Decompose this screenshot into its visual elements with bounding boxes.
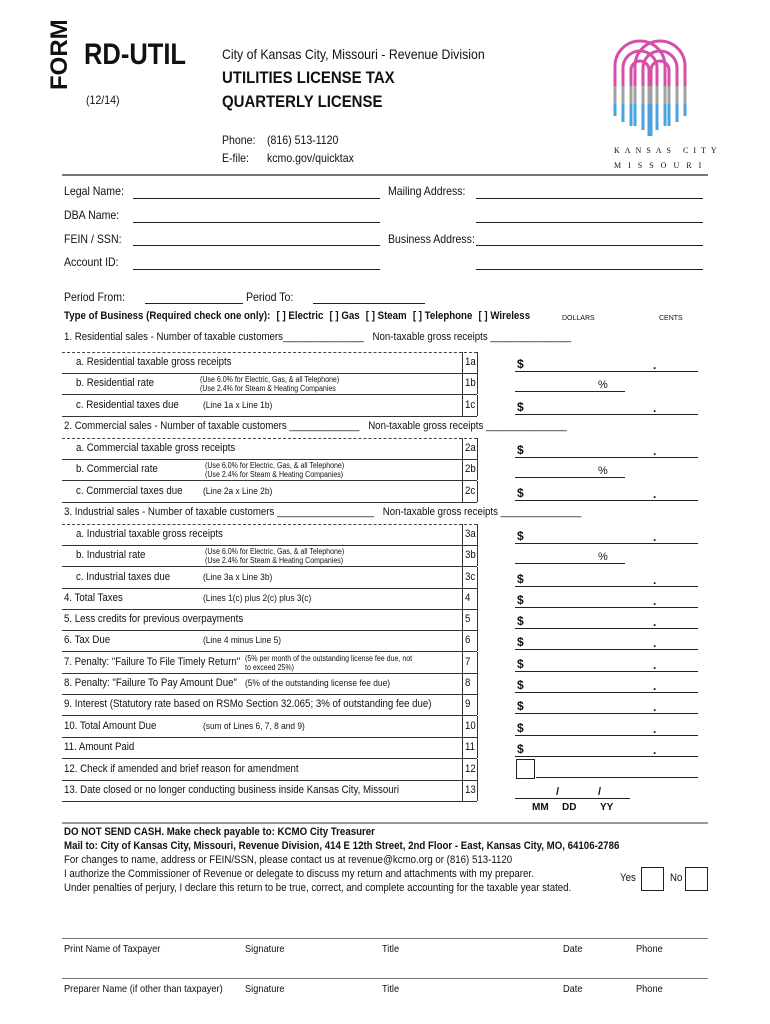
number-box-right — [477, 352, 478, 373]
dba-name-input[interactable] — [133, 222, 380, 223]
line-note: (Use 2.4% for Steam & Heating Companies) — [205, 470, 344, 479]
line-label: 10. Total Amount Due — [64, 720, 157, 732]
number-box-left — [462, 737, 463, 758]
date-dd-label: DD — [562, 802, 577, 813]
line-note: (Use 6.0% for Electric, Gas, & all Telephone) — [205, 547, 345, 556]
line-label: 11. Amount Paid — [64, 741, 135, 753]
line-note: (Line 2a x Line 2b) — [203, 486, 273, 497]
period-to-input[interactable] — [313, 303, 425, 304]
line-note: (Use 6.0% for Electric, Gas, & all Telephone) — [200, 375, 340, 384]
amount-input[interactable] — [515, 628, 698, 629]
rate-input[interactable] — [515, 391, 625, 392]
row-border — [62, 373, 477, 374]
footer-divider — [62, 822, 708, 824]
number-box-right — [477, 630, 478, 651]
line-number: 2b — [465, 463, 476, 475]
line-number: 1a — [465, 356, 476, 368]
number-box-right — [477, 716, 478, 737]
signature-label-title: Title — [382, 943, 400, 955]
yes-checkbox[interactable] — [641, 867, 664, 891]
number-box-right — [477, 694, 478, 715]
line-label: 9. Interest (Statutory rate based on RSMo Section 32.065; 3% of outstanding fee due) — [64, 698, 432, 710]
decimal-point: . — [653, 444, 657, 458]
number-box-left — [462, 652, 463, 673]
number-box-left — [462, 780, 463, 801]
legal-name-label: Legal Name: — [64, 184, 124, 198]
line-note: (Use 2.4% for Steam & Heating Companies — [200, 384, 336, 393]
dollar-sign: $ — [517, 593, 524, 607]
section-header-row — [64, 331, 571, 343]
signature-label-name: Preparer Name (if other than taxpayer) — [64, 983, 223, 995]
number-box-right — [477, 609, 478, 630]
number-box-left — [462, 694, 463, 715]
mailing-address-label: Mailing Address: — [388, 184, 466, 198]
line-note: (Line 4 minus Line 5) — [203, 635, 282, 646]
line-note: (5% per month of the outstanding license fee due, not — [245, 654, 413, 663]
number-box-left — [462, 588, 463, 609]
dba-name-label: DBA Name: — [64, 208, 120, 222]
row-border — [62, 780, 477, 781]
row-border — [62, 588, 477, 589]
number-box-left — [462, 609, 463, 630]
number-box-left — [462, 459, 463, 480]
line-label: 12. Check if amended and brief reason for amendment — [64, 763, 299, 775]
decimal-point: . — [653, 401, 657, 415]
line-note: (Use 6.0% for Electric, Gas, & all Telephone) — [205, 461, 345, 470]
legal-name-input[interactable] — [133, 198, 380, 199]
line-number: 11 — [465, 741, 476, 753]
business-type-telephone[interactable]: [ ] Telephone — [412, 310, 473, 322]
line-label: 7. Penalty: "Failure To File Timely Return" — [64, 656, 241, 668]
fein-ssn-label: FEIN / SSN: — [64, 232, 122, 246]
line-number: 8 — [465, 677, 471, 689]
business-type-row — [64, 310, 530, 322]
signature-label-signature: Signature — [245, 983, 285, 995]
signature-line[interactable] — [62, 938, 708, 939]
number-box-right — [477, 373, 478, 394]
decimal-point: . — [653, 722, 657, 736]
row-border — [62, 630, 477, 631]
signature-label-date: Date — [563, 983, 583, 995]
decimal-point: . — [653, 636, 657, 650]
decimal-point: . — [653, 615, 657, 629]
amount-input[interactable] — [515, 457, 698, 458]
amount-input[interactable] — [515, 414, 698, 415]
dollar-sign: $ — [517, 742, 524, 756]
number-box-right — [477, 673, 478, 694]
signature-label-title: Title — [382, 983, 400, 995]
line-number: 1b — [465, 377, 476, 389]
yes-label: Yes — [620, 872, 636, 884]
number-box-right — [477, 652, 478, 673]
decimal-point: . — [653, 743, 657, 757]
line-label: 5. Less credits for previous overpayments — [64, 613, 244, 625]
decimal-point: . — [653, 358, 657, 372]
line-number: 1c — [465, 399, 476, 411]
section-header: 3. Industrial sales - Number of taxable customers __________________ — [64, 506, 374, 518]
section-header-row — [64, 506, 581, 518]
signature-label-phone: Phone — [636, 983, 663, 995]
line-note: (5% of the outstanding license fee due) — [245, 678, 391, 689]
kansas-city-logo — [610, 26, 690, 146]
dollar-sign: $ — [517, 443, 524, 457]
signature-line[interactable] — [62, 978, 708, 979]
line-label: 13. Date closed or no longer conducting business inside Kansas City, Missouri — [64, 784, 400, 796]
dollar-sign: $ — [517, 529, 524, 543]
amount-input[interactable] — [515, 543, 698, 544]
amount-input[interactable] — [515, 692, 698, 693]
period-to-label: Period To: — [246, 290, 294, 304]
account-id-input[interactable] — [133, 269, 380, 270]
number-box-right — [477, 545, 478, 566]
logo-text-2: MISSOURI — [614, 161, 709, 170]
line-number: 3b — [465, 549, 476, 561]
decimal-point: . — [653, 487, 657, 501]
row-border — [62, 651, 477, 652]
fein-ssn-input[interactable] — [133, 245, 380, 246]
dollar-sign: $ — [517, 721, 524, 735]
date-slash: / — [598, 786, 602, 798]
revision-date: (12/14) — [86, 93, 120, 107]
line-number: 10 — [465, 720, 476, 732]
dollar-sign: $ — [517, 572, 524, 586]
percent-sign: % — [598, 551, 608, 563]
rate-input[interactable] — [515, 477, 625, 478]
number-box-right — [477, 759, 478, 780]
date-input[interactable] — [515, 798, 630, 799]
amount-input[interactable] — [515, 607, 698, 608]
number-box-right — [477, 481, 478, 502]
period-from-input[interactable] — [145, 303, 243, 304]
signature-label-signature: Signature — [245, 943, 285, 955]
section-header: 2. Commercial sales - Number of taxable customers _____________ — [64, 420, 360, 432]
number-box-right — [477, 780, 478, 801]
amount-input[interactable] — [515, 586, 698, 587]
table-top-border — [62, 438, 477, 439]
line-label: a. Commercial taxable gross receipts — [76, 442, 236, 454]
form-code: RD-UTIL — [84, 38, 186, 71]
header-divider — [62, 174, 708, 176]
no-checkbox[interactable] — [685, 867, 708, 891]
form-title-1: UTILITIES LICENSE TAX — [222, 68, 395, 87]
dollar-sign: $ — [517, 699, 524, 713]
logo-text-1: KANSAS CITY — [614, 146, 722, 155]
row-border — [62, 480, 477, 481]
account-id-label: Account ID: — [64, 255, 119, 269]
line-number: 9 — [465, 698, 471, 710]
number-box-left — [462, 630, 463, 651]
row-border — [62, 459, 477, 460]
date-yy-label: YY — [600, 802, 614, 813]
number-box-left — [462, 481, 463, 502]
line-label: 6. Tax Due — [64, 634, 111, 646]
number-box-right — [477, 588, 478, 609]
footer-changes: For changes to name, address or FEIN/SSN, please contact us at revenue@kcmo.org or (816) 513-1120 — [64, 854, 513, 866]
row-border — [62, 737, 477, 738]
amount-input[interactable] — [515, 500, 698, 501]
number-box-right — [477, 438, 478, 459]
cents-header: CENTS — [659, 315, 683, 322]
number-box-left — [462, 395, 463, 416]
amount-input[interactable] — [515, 371, 698, 372]
line-label: c. Commercial taxes due — [76, 485, 183, 497]
form-title-2: QUARTERLY LICENSE — [222, 92, 383, 111]
dollars-header: DOLLARS — [562, 315, 595, 322]
line-number: 4 — [465, 592, 471, 604]
row-border — [62, 566, 477, 567]
non-taxable-receipts[interactable]: Non-taxable gross receipts _______________ — [368, 420, 567, 432]
dollar-sign: $ — [517, 657, 524, 671]
mailing-address-input[interactable] — [476, 198, 703, 199]
number-box-left — [462, 352, 463, 373]
row-border — [62, 545, 477, 546]
row-border — [62, 715, 477, 716]
business-address-input[interactable] — [476, 245, 703, 246]
amount-input[interactable] — [515, 649, 698, 650]
rate-input[interactable] — [515, 563, 625, 564]
phone-label: Phone: — [222, 133, 256, 147]
line-label: a. Residential taxable gross receipts — [76, 356, 232, 368]
row-border — [62, 502, 477, 503]
row-border — [62, 394, 477, 395]
line-label: 8. Penalty: "Failure To Pay Amount Due" — [64, 677, 237, 689]
line-number: 2a — [465, 442, 476, 454]
line-label: b. Residential rate — [76, 377, 155, 389]
table-top-border — [62, 524, 477, 525]
dollar-sign: $ — [517, 635, 524, 649]
agency-name: City of Kansas City, Missouri - Revenue Division — [222, 46, 485, 62]
line-label: a. Industrial taxable gross receipts — [76, 528, 223, 540]
number-box-left — [462, 673, 463, 694]
line-number: 2c — [465, 485, 476, 497]
signature-label-date: Date — [563, 943, 583, 955]
percent-sign: % — [598, 465, 608, 477]
non-taxable-receipts[interactable]: Non-taxable gross receipts _______________ — [372, 331, 572, 343]
line-note: (Line 3a x Line 3b) — [203, 572, 273, 583]
number-box-left — [462, 373, 463, 394]
decimal-point: . — [653, 594, 657, 608]
number-box-left — [462, 524, 463, 545]
business-type-label: Type of Business (Required check one only): — [64, 310, 271, 322]
number-box-left — [462, 438, 463, 459]
amount-input[interactable] — [515, 713, 698, 714]
line-number: 3c — [465, 571, 476, 583]
date-mm-label: MM — [532, 802, 549, 813]
period-from-label: Period From: — [64, 290, 126, 304]
line-label: c. Residential taxes due — [76, 399, 179, 411]
decimal-point: . — [653, 679, 657, 693]
line-number: 7 — [465, 656, 471, 668]
dollar-sign: $ — [517, 357, 524, 371]
amendment-reason-input[interactable] — [536, 777, 698, 778]
business-type-electric[interactable]: [ ] Electric — [276, 310, 324, 322]
row-border — [62, 416, 477, 417]
decimal-point: . — [653, 530, 657, 544]
number-box-right — [477, 459, 478, 480]
table-top-border — [62, 352, 477, 353]
number-box-left — [462, 567, 463, 588]
decimal-point: . — [653, 700, 657, 714]
line-note: (sum of Lines 6, 7, 8 and 9) — [203, 721, 305, 732]
section-header-row — [64, 420, 567, 432]
amount-input[interactable] — [515, 756, 698, 757]
number-box-right — [477, 737, 478, 758]
form-word: FORM — [46, 19, 73, 90]
row-border — [62, 694, 477, 695]
row-border — [62, 801, 477, 802]
business-address-label: Business Address: — [388, 232, 475, 246]
date-slash: / — [556, 786, 560, 798]
number-box-right — [477, 395, 478, 416]
row-border — [62, 673, 477, 674]
line-number: 6 — [465, 634, 471, 646]
decimal-point: . — [653, 573, 657, 587]
section-header: 1. Residential sales - Number of taxable customers_______________ — [64, 331, 364, 343]
dollar-sign: $ — [517, 486, 524, 500]
efile-link[interactable]: kcmo.gov/quicktax — [267, 151, 354, 165]
footer-mail-to: Mail to: City of Kansas City, Missouri, Revenue Division, 414 E 12th Street, 2nd Floor - East, Kansas City, MO, 64106-2786 — [64, 840, 620, 852]
line-number: 3a — [465, 528, 476, 540]
decimal-point: . — [653, 658, 657, 672]
business-address-input-2[interactable] — [476, 269, 703, 270]
line-label: b. Commercial rate — [76, 463, 158, 475]
no-label: No — [670, 872, 683, 884]
line-number: 13 — [465, 784, 476, 796]
business-type-gas[interactable]: [ ] Gas — [329, 310, 360, 322]
signature-label-name: Print Name of Taxpayer — [64, 943, 161, 955]
line-note: (Line 1a x Line 1b) — [203, 400, 273, 411]
dollar-sign: $ — [517, 614, 524, 628]
line-note: (Lines 1(c) plus 2(c) plus 3(c) — [203, 593, 312, 604]
row-border — [62, 609, 477, 610]
line-number: 5 — [465, 613, 471, 625]
number-box-right — [477, 567, 478, 588]
amount-input[interactable] — [515, 671, 698, 672]
business-type-steam[interactable]: [ ] Steam — [365, 310, 407, 322]
number-box-left — [462, 545, 463, 566]
mailing-address-input-2[interactable] — [476, 222, 703, 223]
efile-label: E-file: — [222, 151, 250, 165]
amount-input[interactable] — [515, 735, 698, 736]
phone-number: (816) 513-1120 — [267, 133, 339, 147]
number-box-right — [477, 524, 478, 545]
line-label: 4. Total Taxes — [64, 592, 123, 604]
footer-perjury: Under penalties of perjury, I declare this return to be true, correct, and complete accounting for the taxable year stated. — [64, 882, 572, 894]
percent-sign: % — [598, 379, 608, 391]
amended-checkbox[interactable] — [516, 759, 535, 779]
number-box-left — [462, 716, 463, 737]
signature-label-phone: Phone — [636, 943, 663, 955]
footer-no-cash: DO NOT SEND CASH. Make check payable to: KCMO City Treasurer — [64, 826, 375, 838]
footer-authorize: I authorize the Commissioner of Revenue or delegate to discuss my return and attachments with my preparer. — [64, 868, 534, 880]
line-label: b. Industrial rate — [76, 549, 146, 561]
line-number: 12 — [465, 763, 476, 775]
line-note: to exceed 25%) — [245, 663, 294, 672]
row-border — [62, 758, 477, 759]
dollar-sign: $ — [517, 400, 524, 414]
dollar-sign: $ — [517, 678, 524, 692]
business-type-wireless[interactable]: [ ] Wireless — [478, 310, 531, 322]
line-note: (Use 2.4% for Steam & Heating Companies) — [205, 556, 344, 565]
non-taxable-receipts[interactable]: Non-taxable gross receipts _______________ — [382, 506, 582, 518]
number-box-left — [462, 759, 463, 780]
line-label: c. Industrial taxes due — [76, 571, 171, 583]
